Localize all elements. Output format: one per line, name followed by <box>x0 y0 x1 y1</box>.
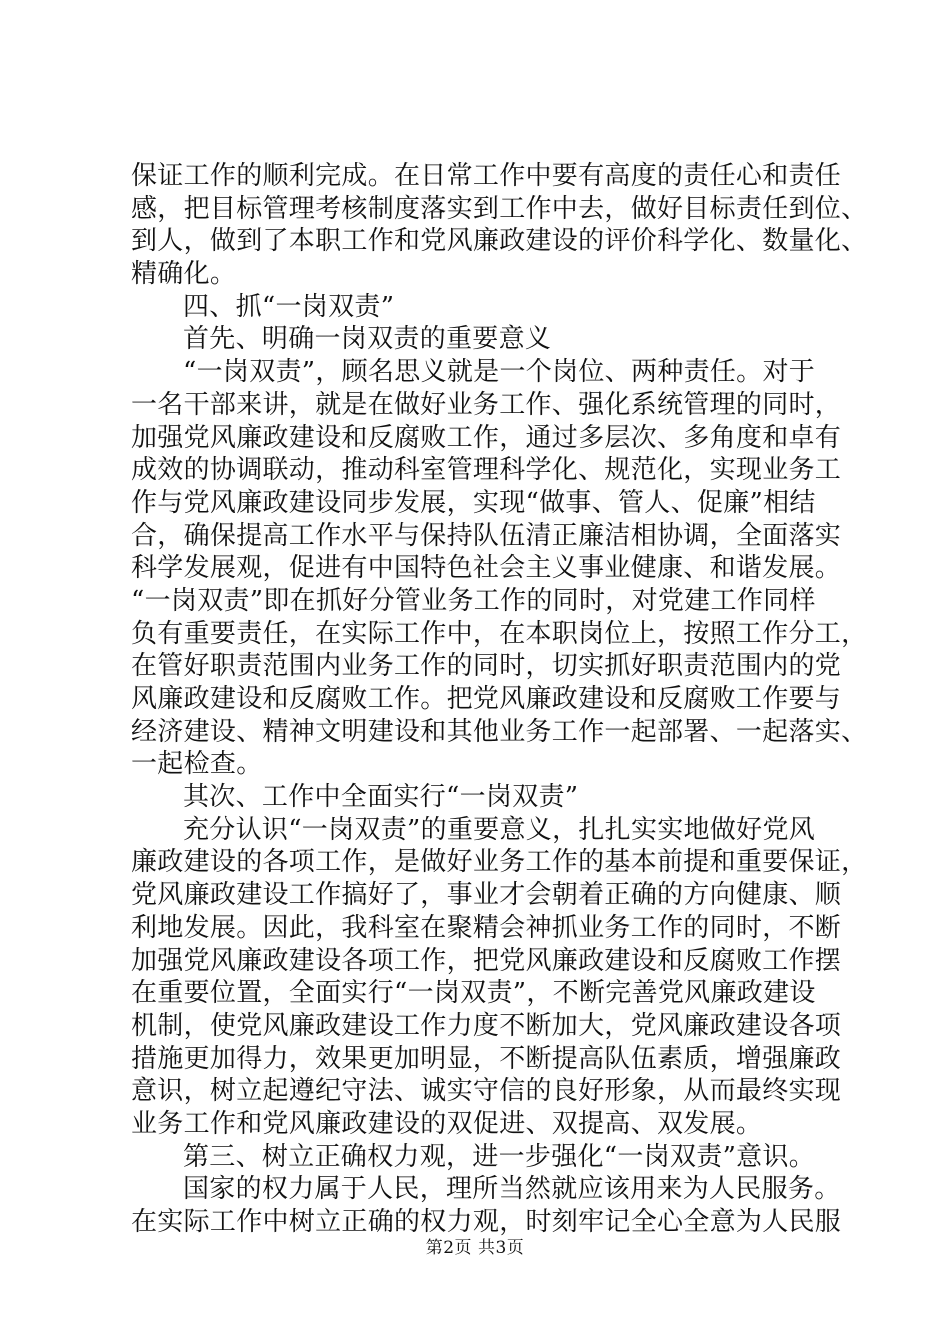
text-line: 感，把目标管理考核制度落实到工作中去，做好目标责任到位、 <box>131 193 868 224</box>
paragraph-lines <box>131 160 868 1239</box>
text-line: 一名干部来讲，就是在做好业务工作、强化系统管理的同时， <box>131 389 842 420</box>
text-line: 廉政建设的各项工作，是做好业务工作的基本前提和重要保证， <box>131 847 868 878</box>
text-line: 措施更加得力，效果更加明显，不断提高队伍素质，增强廉政 <box>131 1043 842 1074</box>
text-line: 其次、工作中全面实行“一岗双责” <box>183 782 579 813</box>
text-line: 党风廉政建设工作搞好了，事业才会朝着正确的方向健康、顺 <box>131 880 842 911</box>
text-line: 在管好职责范围内业务工作的同时，切实抓好职责范围内的党 <box>131 651 842 682</box>
text-line: 经济建设、精神文明建设和其他业务工作一起部署、一起落实、 <box>131 716 868 747</box>
text-line: 在实际工作中树立正确的权力观，时刻牢记全心全意为人民服 <box>131 1207 842 1237</box>
text-line: 在重要位置，全面实行“一岗双责”，不断完善党风廉政建设 <box>131 978 816 1009</box>
text-line: 意识，树立起遵纪守法、诚实守信的良好形象，从而最终实现 <box>131 1076 842 1107</box>
text-line: 加强党风廉政建设和反腐败工作，通过多层次、多角度和卓有 <box>131 422 842 453</box>
text-line: “一岗双责”即在抓好分管业务工作的同时，对党建工作同样 <box>131 585 816 616</box>
page-footer: 第2页 共3页 <box>425 1238 525 1258</box>
text-line: 作与党风廉政建设同步发展，实现“做事、管人、促廉”相结 <box>131 487 816 518</box>
text-line: 到人，做到了本职工作和党风廉政建设的评价科学化、数量化、 <box>131 226 868 257</box>
text-line: 机制，使党风廉政建设工作力度不断加大，党风廉政建设各项 <box>131 1010 842 1041</box>
text-line: 合，确保提高工作水平与保持队伍清正廉洁相协调，全面落实 <box>131 520 842 551</box>
text-line: 保证工作的顺利完成。在日常工作中要有高度的责任心和责任 <box>131 161 842 191</box>
text-line: 四、抓“一岗双责” <box>183 291 395 322</box>
document-body <box>131 160 868 1239</box>
text-line: “一岗双责”，顾名思义就是一个岗位、两种责任。对于 <box>183 357 816 388</box>
text-line: 首先、明确一岗双责的重要意义 <box>183 324 552 355</box>
text-line: 负有重要责任，在实际工作中，在本职岗位上，按照工作分工， <box>131 618 868 649</box>
text-line: 业务工作和党风廉政建设的双促进、双提高、双发展。 <box>131 1108 763 1139</box>
text-line: 精确化。 <box>131 259 237 290</box>
text-line: 利地发展。因此，我科室在聚精会神抓业务工作的同时，不断 <box>131 912 842 943</box>
text-line: 加强党风廉政建设各项工作，把党风廉政建设和反腐败工作摆 <box>131 945 842 976</box>
text-line: 成效的协调联动，推动科室管理科学化、规范化，实现业务工 <box>131 455 842 486</box>
text-line: 充分认识“一岗双责”的重要意义，扎扎实实地做好党风 <box>183 814 816 845</box>
text-line: 国家的权力属于人民，理所当然就应该用来为人民服务。 <box>183 1174 841 1205</box>
text-line: 风廉政建设和反腐败工作。把党风廉政建设和反腐败工作要与 <box>131 684 842 714</box>
text-line: 第三、树立正确权力观，进一步强化“一岗双责”意识。 <box>183 1141 816 1172</box>
text-line: 一起检查。 <box>131 749 263 780</box>
text-line: 科学发展观，促进有中国特色社会主义事业健康、和谐发展。 <box>131 553 842 584</box>
